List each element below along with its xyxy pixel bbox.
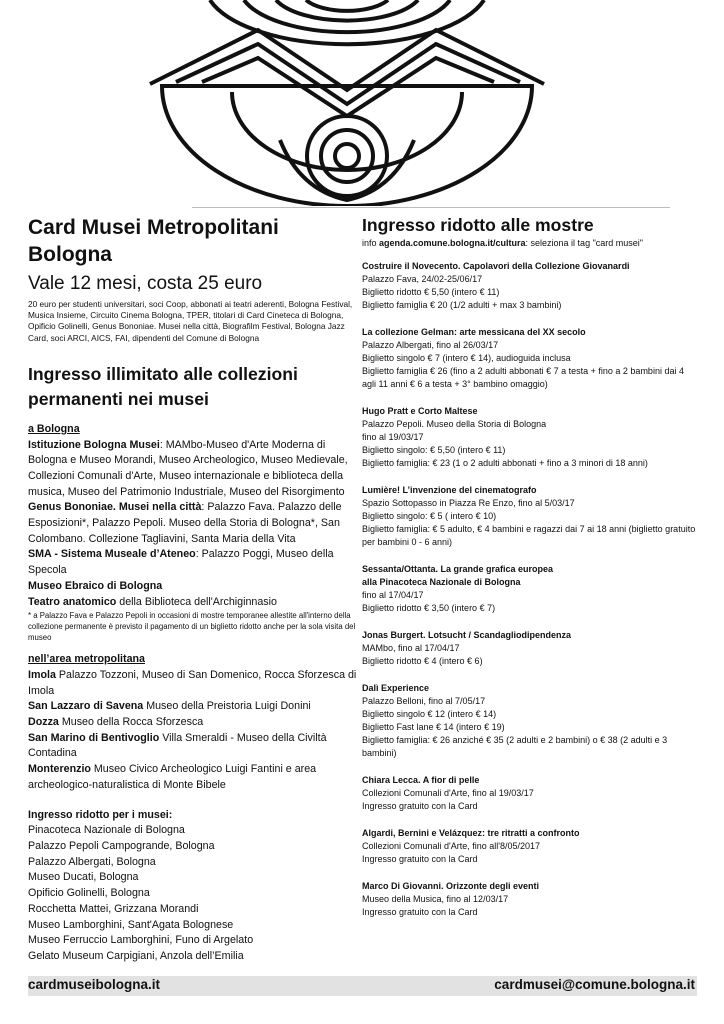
reduced-item: Palazzo Albergati, Bologna xyxy=(28,855,156,868)
card-title-line2: Bologna xyxy=(28,243,112,266)
exhibition-entry xyxy=(362,629,696,668)
exhibition-entry xyxy=(362,484,696,549)
museum-entry: SMA - Sistema Museale d’Ateneo: Palazzo Poggi, Museo della Specola xyxy=(28,548,334,577)
metro-entry: Imola Palazzo Tozzoni, Museo di San Domenico, Rocca Sforzesca di Imola xyxy=(28,668,357,697)
exhibition-detail: Biglietto famiglia: € 23 (1 o 2 adulti abbonati + fino a 3 minori di 18 anni) xyxy=(362,458,648,468)
exhibition-title: La collezione Gelman: arte messicana del XX secolo xyxy=(362,327,586,337)
exhibition-detail: Biglietto singolo € 12 (intero € 14) xyxy=(362,709,497,719)
right-column xyxy=(362,214,696,919)
reduced-item: Pinacoteca Nazionale di Bologna xyxy=(28,824,185,837)
exhibition-title: Marco Di Giovanni. Orizzonte degli eventi xyxy=(362,881,540,891)
exhibition-detail: Collezioni Comunali d'Arte, fino al 19/03/17 xyxy=(362,788,534,798)
header-divider xyxy=(192,207,670,208)
exhibition-detail: Ingresso gratuito con la Card xyxy=(362,801,478,811)
exhibition-entry xyxy=(362,405,696,470)
metro-entry: Dozza Museo della Rocca Sforzesca xyxy=(28,716,204,729)
reduced-section xyxy=(28,808,362,965)
exhibition-detail: Biglietto famiglia: € 5 adulto, € 4 bambini e ragazzi dai 7 ai 18 anni (biglietto gratuito per bambini 0 - 6 anni) xyxy=(362,524,696,547)
museum-entry: Istituzione Bologna Musei: MAMbo-Museo d'Arte Moderna di Bologna e Museo Morandi, Museo Archeologico, Museo Medievale, Collezioni Comunali d'Arte, Museo internazionale e biblioteca della musica, Museo del Patrimonio Industriale, Museo del Risorgimento xyxy=(28,438,348,498)
exhibition-detail: Palazzo Fava, 24/02-25/06/17 xyxy=(362,274,483,284)
exhibition-detail: Biglietto famiglia € 20 (1/2 adulti + max 3 bambini) xyxy=(362,300,562,310)
museum-entry: Teatro anatomico della Biblioteca dell'Archiginnasio xyxy=(28,595,277,608)
exhibition-entry xyxy=(362,260,696,312)
exhibition-entry xyxy=(362,774,696,813)
exhibition-detail: Biglietto singolo € 7 (intero € 14), audioguida inclusa xyxy=(362,353,571,363)
reduced-item: Opificio Golinelli, Bologna xyxy=(28,887,150,900)
exhibition-detail: Biglietto singolo: € 5,50 (intero € 11) xyxy=(362,445,506,455)
exhibition-detail: Biglietto ridotto € 5,50 (intero € 11) xyxy=(362,287,500,297)
museum-entry: Museo Ebraico di Bologna xyxy=(28,579,163,592)
reduced-item: Rocchetta Mattei, Grizzana Morandi xyxy=(28,902,199,915)
exhibition-detail: Palazzo Albergati, fino al 26/03/17 xyxy=(362,340,499,350)
exhibition-detail: Biglietto famiglia: € 26 anziché € 35 (2 adulti e 2 bambini) o € 38 (2 adulti e 3 bambini) xyxy=(362,735,668,758)
exhibition-title: Algardi, Bernini e Velázquez: tre ritratti a confronto xyxy=(362,828,580,838)
exhibition-detail: fino al 17/04/17 xyxy=(362,590,424,600)
reduced-item: Palazzo Pepoli Campogrande, Bologna xyxy=(28,839,215,852)
info-line: info agenda.comune.bologna.it/cultura: seleziona il tag "card musei" xyxy=(362,238,643,248)
museum-entry: Genus Bononiae. Musei nella città: Palazzo Fava. Palazzo delle Esposizioni*, Palazzo Pepoli. Museo della Storia di Bologna*, San Colombano. Collezione Tagliavini, Santa Maria della Vita xyxy=(28,501,342,545)
unlimited-heading xyxy=(28,362,362,412)
exhibition-entry xyxy=(362,563,696,615)
exhibition-detail: Biglietto ridotto € 4 (intero € 6) xyxy=(362,656,483,666)
reduced-item: Gelato Museum Carpigiani, Anzola dell’Emilia xyxy=(28,949,244,962)
exhibition-detail: Museo della Musica, fino al 12/03/17 xyxy=(362,894,509,904)
metro-section xyxy=(28,652,362,793)
card-title-line1: Card Musei Metropolitani xyxy=(28,216,279,239)
reduced-item: Museo Lamborghini, Sant'Agata Bolognese xyxy=(28,918,234,931)
exhibition-detail: Ingresso gratuito con la Card xyxy=(362,854,478,864)
metro-entry: Monterenzio Museo Civico Archeologico Luigi Fantini e area archeologico-naturalistica di Monte Bibele xyxy=(28,763,317,791)
reduced-label: Ingresso ridotto per i musei: xyxy=(28,808,173,821)
exhibition-title: Lumière! L’invenzione del cinematografo xyxy=(362,485,537,495)
unlimited-heading-line2: permanenti nei musei xyxy=(28,388,209,409)
metro-label: nell’area metropolitana xyxy=(28,653,146,666)
exhibition-detail: Biglietto Fast lane € 14 (intero € 19) xyxy=(362,722,505,732)
metro-entry: San Lazzaro di Savena Museo della Preistoria Luigi Donini xyxy=(28,700,311,713)
exhibition-detail: MAMbo, fino al 17/04/17 xyxy=(362,643,460,653)
exhibitions-heading: Ingresso ridotto alle mostre xyxy=(362,215,594,235)
exhibition-entry xyxy=(362,682,696,760)
card-subtitle: Vale 12 mesi, costa 25 euro xyxy=(28,273,263,294)
footnote: * a Palazzo Fava e Palazzo Pepoli in occasioni di mostre temporanee allestite all'interno della collezione permanente è previsto il pagamento di un biglietto ridotto anche per la sola visita del museo xyxy=(28,611,356,643)
exhibition-detail: fino al 19/03/17 xyxy=(362,432,424,442)
exhibition-detail: Palazzo Pepoli. Museo della Storia di Bologna xyxy=(362,419,547,429)
bologna-label: a Bologna xyxy=(28,422,80,435)
bologna-section xyxy=(28,422,362,643)
exhibition-title: Jonas Burgert. Lotsucht / Scandagliodipendenza xyxy=(362,630,572,640)
left-column xyxy=(28,214,362,965)
exhibition-entry xyxy=(362,880,696,919)
exhibition-entry xyxy=(362,326,696,391)
website-link[interactable]: cardmuseibologna.it xyxy=(28,977,161,992)
metro-entry: San Marino di Bentivoglio Villa Smeraldi - Museo della Civiltà Contadina xyxy=(28,731,327,760)
exhibition-detail: Spazio Sottopasso in Piazza Re Enzo, fino al 5/03/17 xyxy=(362,498,575,508)
card-musei-logo xyxy=(138,0,558,206)
exhibition-detail: Biglietto famiglia € 26 (fino a 2 adulti abbonati € 7 a testa + fino a 2 bambini dai 4 agli 11 anni € 6 a testa + 3° bambino omaggio) xyxy=(362,366,684,389)
exhibition-title: Hugo Pratt e Corto Maltese xyxy=(362,406,478,416)
exhibition-title: alla Pinacoteca Nazionale di Bologna xyxy=(362,577,521,587)
exhibition-detail: Collezioni Comunali d'Arte, fino all'8/05/2017 xyxy=(362,841,541,851)
exhibition-detail: Palazzo Belloni, fino al 7/05/17 xyxy=(362,696,486,706)
exhibition-title: Costruire il Novecento. Capolavori della Collezione Giovanardi xyxy=(362,261,630,271)
exhibition-detail: Biglietto singolo: € 5 ( intero € 10) xyxy=(362,511,497,521)
exhibition-title: Dalì Experience xyxy=(362,683,430,693)
email-link[interactable]: cardmusei@comune.bologna.it xyxy=(494,977,695,992)
discount-fineprint: 20 euro per studenti universitari, soci Coop, abbonati ai teatri aderenti, Bologna Festival, Musica Insieme, Circuito Cinema Bologna, TPER, titolari di Card Cineteca di Bologna, Opificio Golinelli, Genus Bononiae. Musei nella città, Biografilm Festival, Bologna Jazz Card, soci ARCI, AICS, FAI, dipendenti del Comune di Bologna xyxy=(28,299,353,343)
exhibition-title: Chiara Lecca. A fior di pelle xyxy=(362,775,480,785)
exhibition-list xyxy=(362,260,696,919)
footer-bar xyxy=(28,976,697,996)
unlimited-heading-line1: Ingresso illimitato alle collezioni xyxy=(28,363,298,384)
reduced-item: Museo Ferruccio Lamborghini, Funo di Argelato xyxy=(28,934,254,947)
reduced-item: Museo Ducati, Bologna xyxy=(28,871,139,884)
info-link[interactable]: agenda.comune.bologna.it/cultura xyxy=(379,238,526,248)
exhibition-entry xyxy=(362,827,696,866)
exhibition-detail: Biglietto ridotto € 3,50 (intero € 7) xyxy=(362,603,496,613)
card-title xyxy=(28,214,362,268)
exhibition-detail: Ingresso gratuito con la Card xyxy=(362,907,478,917)
exhibition-title: Sessanta/Ottanta. La grande grafica europea xyxy=(362,564,554,574)
